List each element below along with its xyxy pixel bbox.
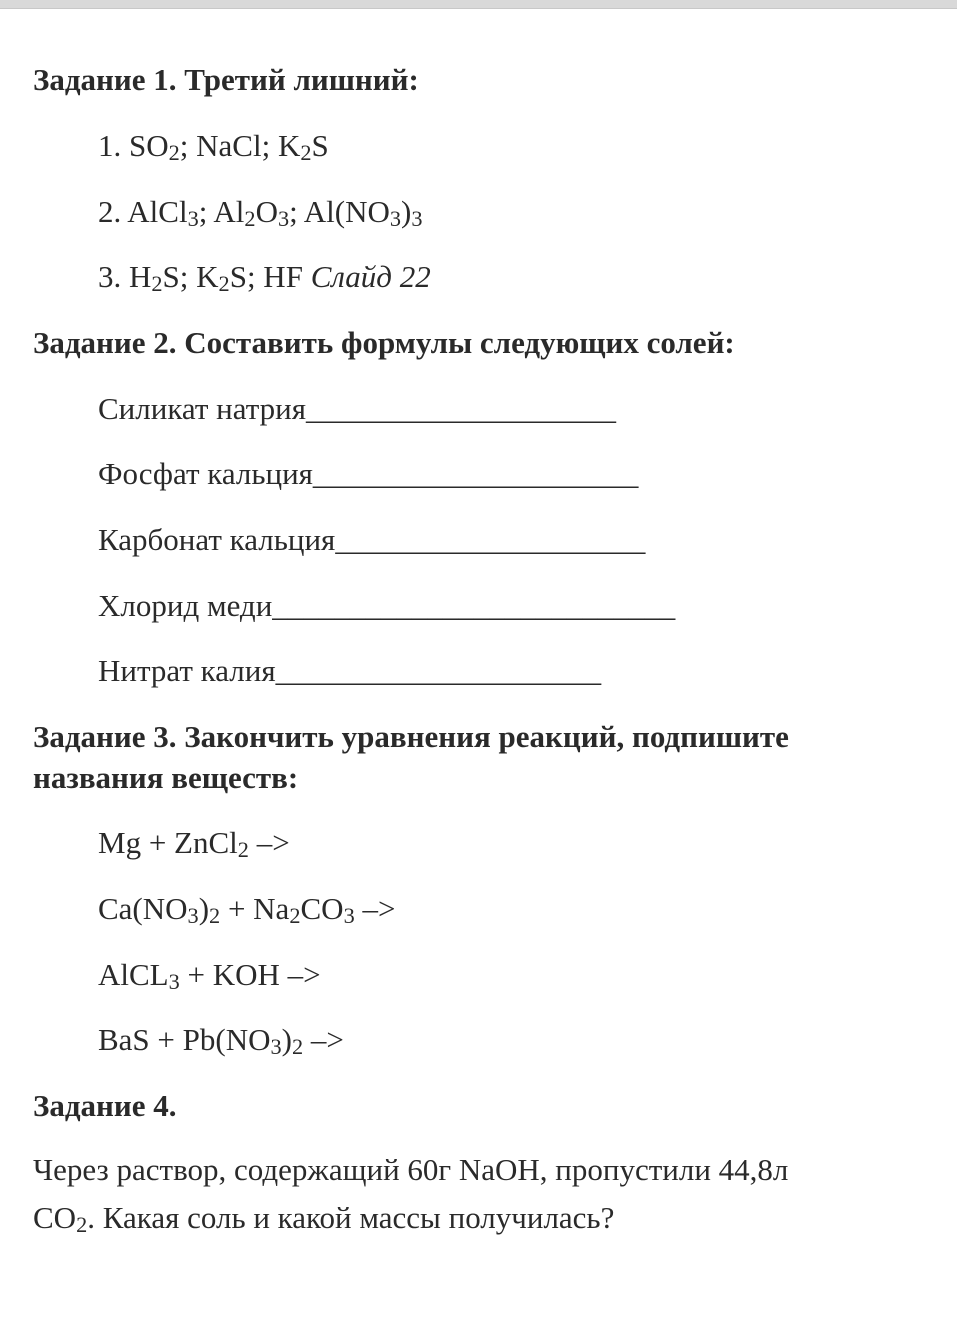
task2-item-1: Силикат натрия____________________ bbox=[98, 391, 616, 426]
task3-equation-3: AlCL$_3$ + KOH –> bbox=[98, 957, 321, 995]
task2-item-4: Хлорид меди__________________________ bbox=[98, 588, 676, 623]
task3-heading-line2: названия веществ: bbox=[33, 760, 299, 795]
task3-heading-line1: Задание 3. Закончить уравнения реакций, подпишите bbox=[33, 719, 789, 754]
task2-item-5: Нитрат калия_____________________ bbox=[98, 653, 602, 688]
task1-heading: Задание 1. Третий лишний: bbox=[33, 62, 419, 97]
task1-item-3: 3. $H_2S$; $K_2S$; HF Слайд 22 bbox=[98, 259, 431, 297]
task2-item-3: Карбонат кальция____________________ bbox=[98, 522, 646, 557]
slide-note: Слайд 22 bbox=[310, 259, 431, 294]
task2-item-2: Фосфат кальция_____________________ bbox=[98, 456, 639, 491]
task3-equation-4: BaS + $Pb(NO_3)_2$ –> bbox=[98, 1022, 344, 1060]
task4-text-line2: $CO_2$. Какая соль и какой массы получилась? bbox=[33, 1200, 615, 1238]
task3-equation-1: Mg + ZnCl$_2$ –> bbox=[98, 825, 290, 863]
task4-heading: Задание 4. bbox=[33, 1088, 177, 1123]
task1-item-2: 2. AlCl$_3$; $Al_2O_3$; $Al(NO_3)_3$ bbox=[98, 194, 423, 232]
task1-item-1: 1. $SO_2$; NaCl; $K_2S$ bbox=[98, 128, 329, 166]
task4-text-line1: Через раствор, содержащий 60г NaOH, пропустили 44,8л bbox=[33, 1152, 789, 1187]
task2-heading: Задание 2. Составить формулы следующих солей: bbox=[33, 325, 735, 360]
task3-equation-2: $Ca(NO_3)_2 + Na_2CO_3$ –> bbox=[98, 891, 396, 929]
